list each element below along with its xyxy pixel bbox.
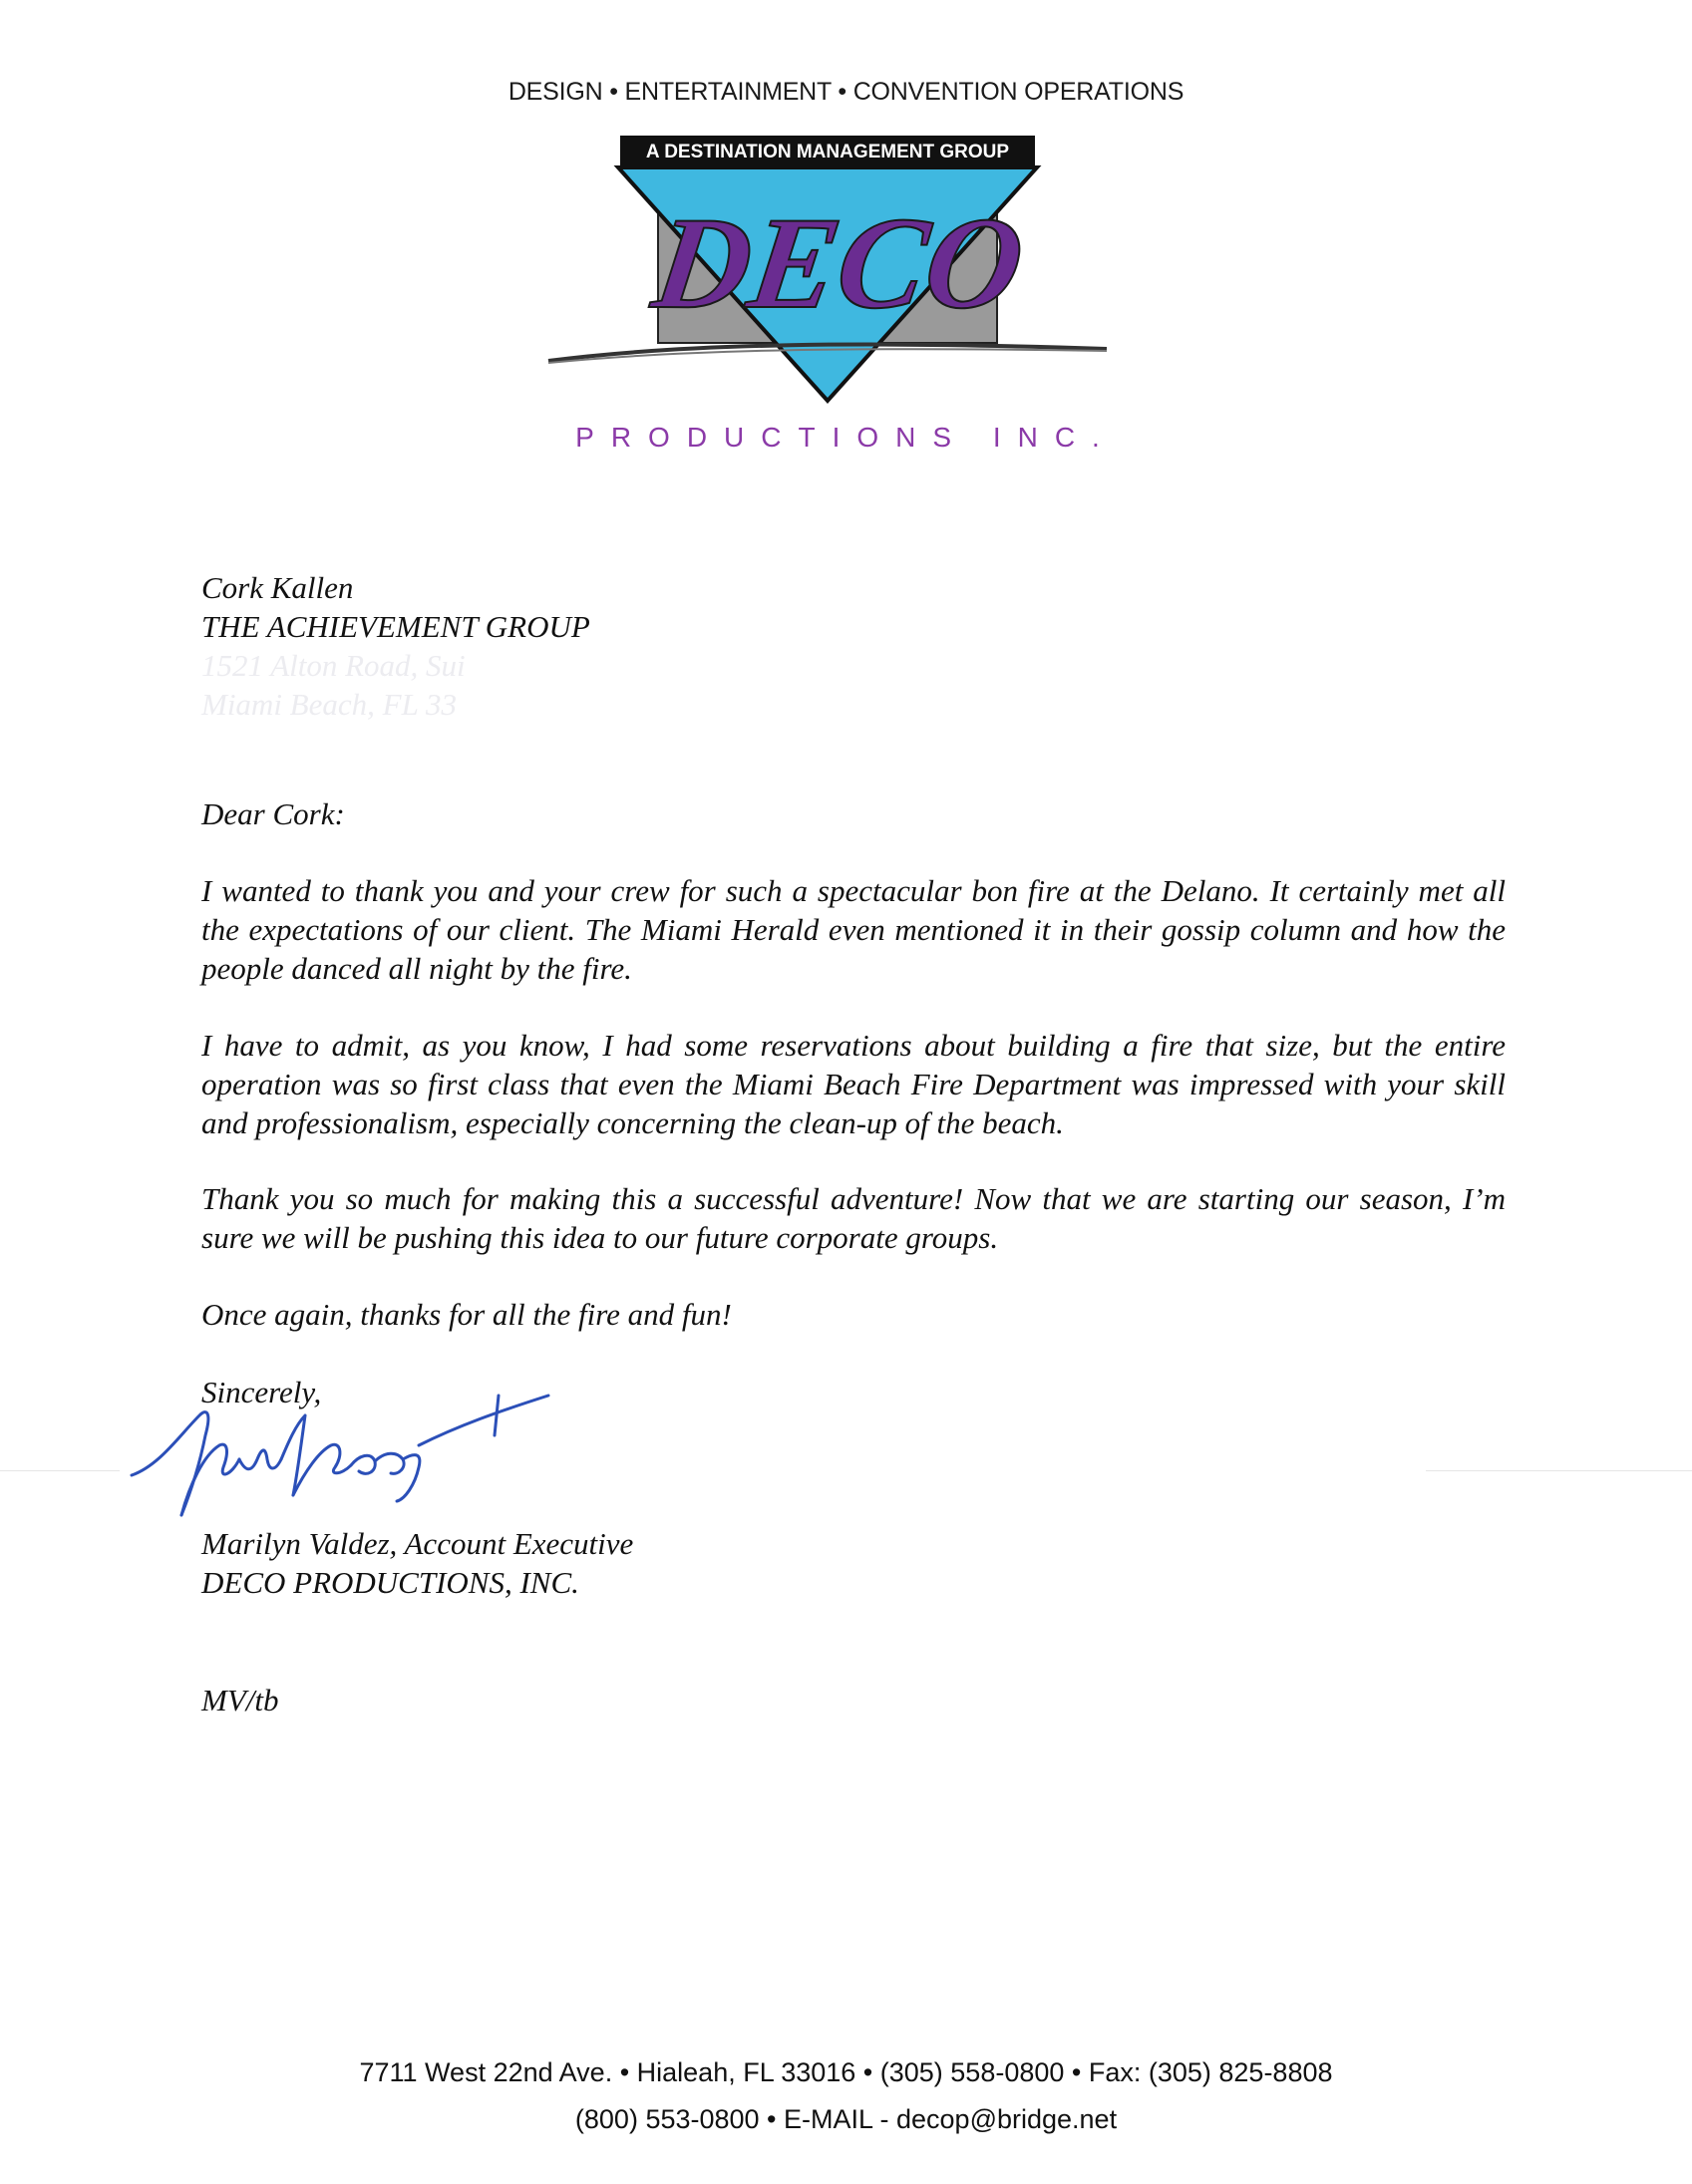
letterhead-tagline: DESIGN • ENTERTAINMENT • CONVENTION OPERATIONS (508, 78, 1184, 106)
recipient-company: THE ACHIEVEMENT GROUP (201, 609, 590, 644)
logo-banner-text: A DESTINATION MANAGEMENT GROUP (645, 142, 1010, 162)
recipient-address-line2: Miami Beach, FL 33 (201, 687, 458, 722)
paragraph-3: Thank you so much for making this a successful adventure! Now that we are starting our season, I’m sure we will be pushing this idea to our future corporate groups. (201, 1181, 1506, 1255)
paragraph-2: I have to admit, as you know, I had some reservations about building a fire that size, but the entire operation was so first class that even the Miami Beach Fire Department was impressed with your skill and professionalism, especially concerning the clean-up of the beach. (201, 1028, 1506, 1140)
footer-contact: (800) 553-0800 • E-MAIL - decop@bridge.net (574, 2104, 1118, 2134)
reference-initials: MV/tb (201, 1683, 279, 1717)
letterhead-subtitle: PRODUCTIONS INC. (575, 422, 1117, 453)
salutation: Dear Cork: (201, 796, 345, 831)
scan-artifact-line (0, 1470, 120, 1471)
recipient-block (201, 568, 590, 724)
logo-brand-text: DECO (645, 189, 1032, 336)
signer-company: DECO PRODUCTIONS, INC. (201, 1565, 579, 1600)
signer-block (201, 1524, 633, 1602)
handwritten-signature (120, 1376, 618, 1535)
closing: Sincerely, (201, 1375, 322, 1409)
paragraph-1: I wanted to thank you and your crew for such a spectacular bon fire at the Delano. It certainly met all the expectations of our client. The Miami Herald even mentioned it in their gossip column and how the people danced all night by the fire. (201, 873, 1506, 986)
scan-artifact-line (1426, 1470, 1692, 1471)
recipient-address-line1: 1521 Alton Road, Sui (201, 648, 466, 683)
paragraph-4: Once again, thanks for all the fire and fun! (201, 1297, 732, 1332)
recipient-name: Cork Kallen (201, 570, 354, 605)
deco-logo (538, 130, 1117, 419)
signer-name-title: Marilyn Valdez, Account Executive (201, 1526, 634, 1561)
footer-address: 7711 West 22nd Ave. • Hialeah, FL 33016 • (305) 558-0800 • Fax: (305) 825-8808 (359, 2057, 1333, 2087)
